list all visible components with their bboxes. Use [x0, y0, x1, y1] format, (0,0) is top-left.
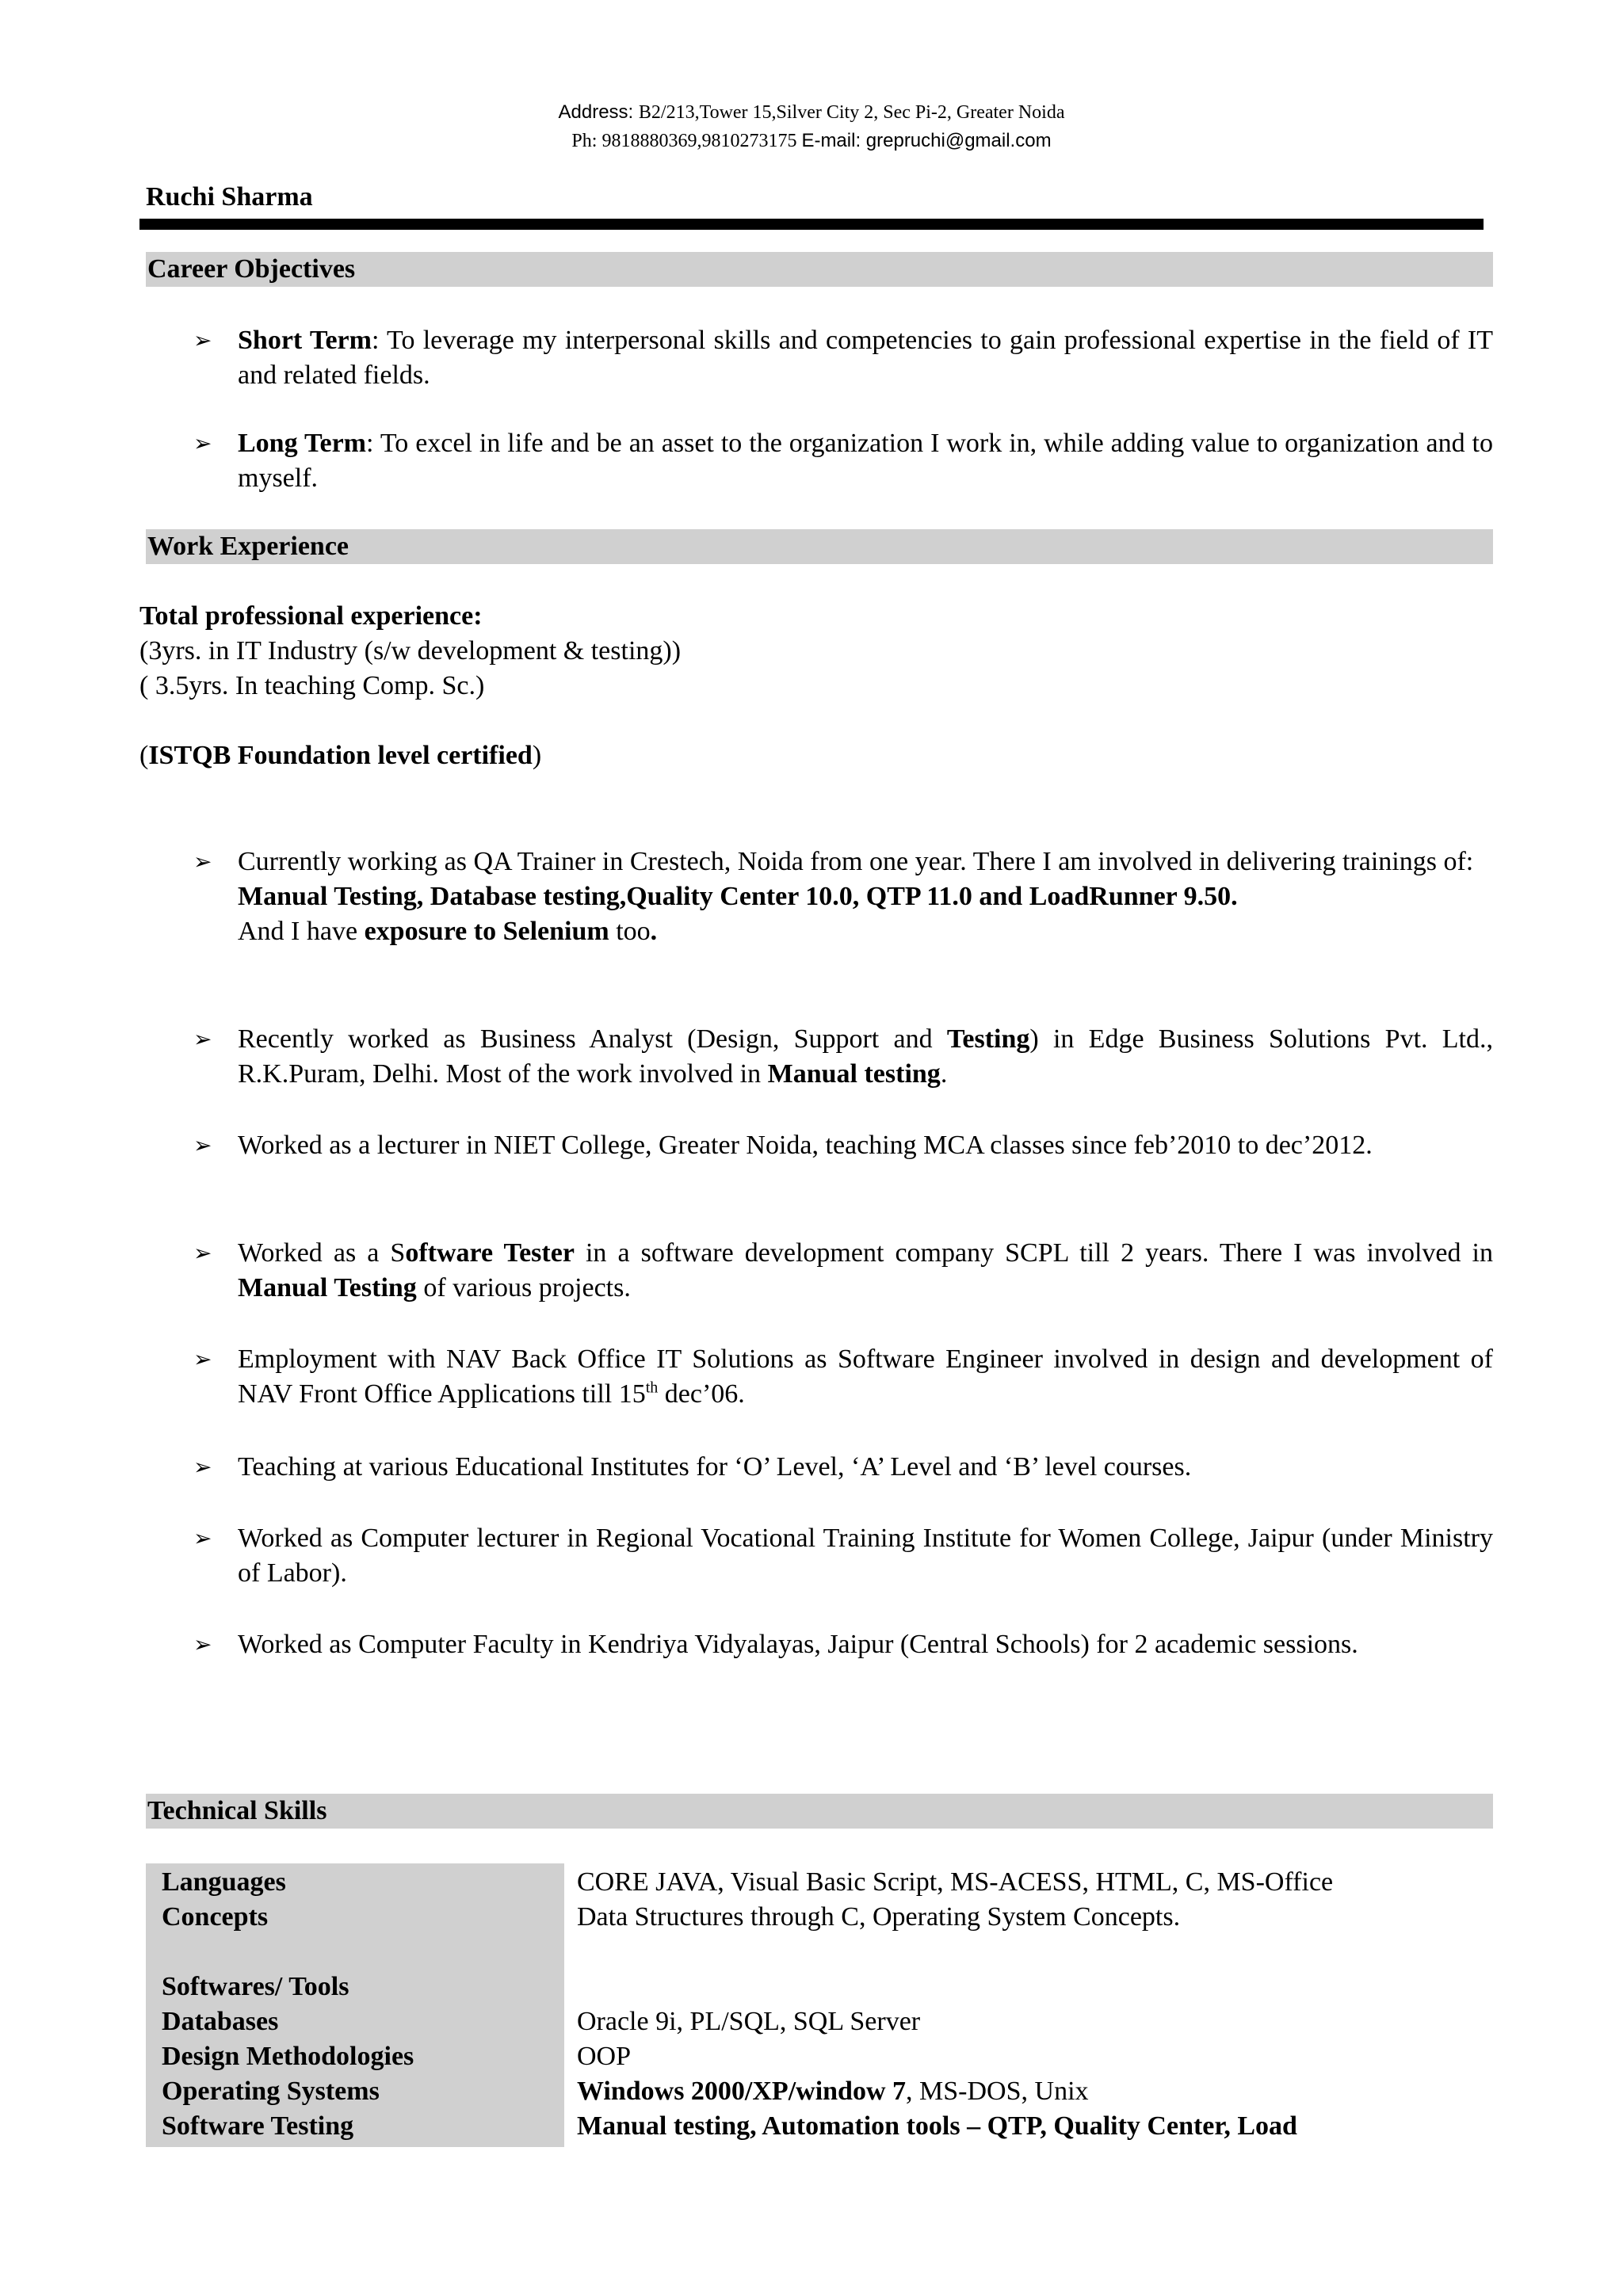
email-label: E-mail: [801, 130, 866, 151]
short-term-label: Short Term [238, 326, 372, 355]
email-value: grepruchi@gmail.com [865, 130, 1052, 151]
certification-line: (ISTQB Foundation level certified) [139, 741, 542, 770]
career-short-term [193, 323, 1493, 393]
long-term-label: Long Term [238, 429, 367, 458]
skill-value-os: Windows 2000/XP/window 7, MS-DOS, Unix [577, 2077, 1089, 2106]
skill-value-languages: CORE JAVA, Visual Basic Script, MS-ACESS, HTML, C, MS-Office [577, 1867, 1334, 1897]
certification-text: ISTQB Foundation level certified [148, 741, 533, 770]
arrow-bullet-icon: ➢ [193, 1240, 212, 1266]
skill-label-os: Operating Systems [162, 2077, 380, 2106]
skill-label-testing: Software Testing [162, 2111, 354, 2141]
work-item-niet: ➢ Worked as a lecturer in NIET College, Greater Noida, teaching MCA classes since feb’2010 to dec’2012. [238, 1128, 1493, 1163]
phone-label: Ph: [571, 131, 602, 151]
work-item-teaching: ➢ Teaching at various Educational Institutes for ‘O’ Level, ‘A’ Level and ‘B’ level courses. [238, 1450, 1493, 1485]
work-item-kendriya: ➢ Worked as Computer Faculty in Kendriya Vidyalayas, Jaipur (Central Schools) for 2 academic sessions. [238, 1627, 1493, 1662]
work-item-edge-business: ➢ Recently worked as Business Analyst (Design, Support and Testing) in Edge Business Solutions Pvt. Ltd., R.K.Puram, Delhi. Most of the work involved in Manual testing. [238, 1022, 1493, 1092]
arrow-bullet-icon: ➢ [193, 1026, 212, 1052]
skill-value-databases: Oracle 9i, PL/SQL, SQL Server [577, 2007, 921, 2036]
training-topics: Manual Testing, Database testing,Quality Center 10.0, QTP 11.0 and LoadRunner 9.50. [238, 882, 1238, 911]
address-value: B2/213,Tower 15,Silver City 2, Sec Pi-2, Greater Noida [638, 102, 1065, 123]
skill-value-concepts: Data Structures through C, Operating System Concepts. [577, 1902, 1181, 1932]
skill-label-concepts: Concepts [162, 1902, 269, 1932]
address-label: Address: [558, 101, 639, 123]
long-term-text: : To excel in life and be an asset to the organization I work in, while adding value to organization and to myself. [238, 429, 1493, 493]
arrow-bullet-icon: ➢ [193, 327, 212, 353]
arrow-bullet-icon: ➢ [193, 1454, 212, 1480]
phone-email-line [0, 127, 1623, 155]
arrow-bullet-icon: ➢ [193, 430, 212, 456]
section-work-experience: Work Experience [146, 529, 1493, 564]
work-item-nav: ➢ Employment with NAV Back Office IT Solutions as Software Engineer involved in design and development of NAV Front Office Applications till 15th dec’06. [238, 1342, 1493, 1412]
short-term-text: : To leverage my interpersonal skills and competencies to gain professional expertise in the field of IT and related fields. [238, 326, 1493, 390]
phone-value: 9818880369,9810273175 [601, 131, 802, 151]
header-rule [139, 219, 1484, 230]
skill-label-languages: Languages [162, 1867, 286, 1897]
arrow-bullet-icon: ➢ [193, 1631, 212, 1657]
total-experience-label: Total professional experience: [139, 601, 483, 631]
arrow-bullet-icon: ➢ [193, 1525, 212, 1551]
skill-value-testing: Manual testing, Automation tools – QTP, Quality Center, Load [577, 2111, 1297, 2141]
experience-summary [139, 599, 681, 704]
arrow-bullet-icon: ➢ [193, 849, 212, 875]
skill-label-tools: Softwares/ Tools [162, 1972, 349, 2001]
arrow-bullet-icon: ➢ [193, 1346, 212, 1372]
contact-block [0, 98, 1623, 155]
it-experience-line: (3yrs. in IT Industry (s/w development & testing)) [139, 636, 682, 666]
teaching-experience-line: ( 3.5yrs. In teaching Comp. Sc.) [139, 671, 485, 700]
skill-label-databases: Databases [162, 2007, 279, 2036]
section-career-objectives: Career Objectives [146, 252, 1493, 287]
address-line [0, 98, 1623, 127]
work-item-rvti: ➢ Worked as Computer lecturer in Regional Vocational Training Institute for Women College, Jaipur (under Ministry of Labor). [238, 1521, 1493, 1591]
skill-value-design: OOP [577, 2042, 632, 2071]
arrow-bullet-icon: ➢ [193, 1132, 212, 1158]
section-technical-skills: Technical Skills [146, 1794, 1493, 1829]
work-item-scpl: ➢ Worked as a Software Tester in a software development company SCPL till 2 years. There I was involved in Manual Testing of various projects. [238, 1236, 1493, 1306]
work-item-crestech: ➢ Currently working as QA Trainer in Crestech, Noida from one year. There I am involved in delivering trainings of: Manual Testing, Database testing,Quality Center 10.0, QTP 11.0 and LoadRunner 9.50. And I have exposure to Selenium too. [238, 845, 1493, 949]
skill-label-design: Design Methodologies [162, 2042, 414, 2071]
career-long-term [193, 426, 1493, 496]
candidate-name: Ruchi Sharma [146, 182, 313, 212]
